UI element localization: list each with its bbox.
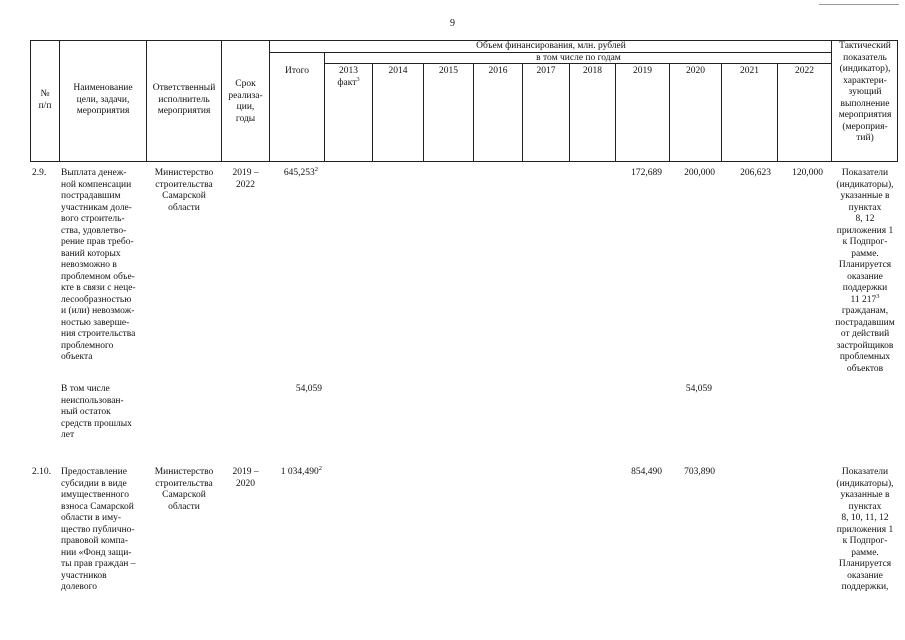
header-2015: 2015 — [439, 66, 458, 76]
row-2-10-total-value: 1 034,490 — [280, 467, 319, 477]
col-line-13 — [721, 63, 722, 162]
row-2-9-2019: 172,689 — [631, 168, 662, 178]
row-2-9-indicator — [829, 168, 901, 375]
header-2016: 2016 — [488, 66, 508, 76]
header-2021: 2021 — [740, 66, 759, 76]
row-2-9-2022: 120,000 — [792, 168, 823, 178]
row-2-10-indicator: Показатели (индикаторы), указанные в пунктах 8, 10, 11, 12 приложения 1 к Подпрог- рамме. Планируется оказание поддержки, — [836, 467, 894, 592]
header-2022: 2022 — [795, 66, 814, 76]
row-2-10-num: 2.10. — [32, 467, 51, 477]
row-2-10-total-sup: 2 — [318, 464, 322, 472]
row-2-9-2020: 200,000 — [684, 168, 715, 178]
header-2014: 2014 — [388, 66, 408, 76]
page-number: 9 — [450, 18, 455, 29]
row-2-10-total — [268, 464, 322, 479]
row-2-10-name: Предоставление субсидии в виде имущественного взноса Самарской области в иму- щество публично- правовой компа- нии «Фонд защи- ты прав граждан – участников долевого — [61, 467, 136, 592]
row-2-10-term: 2019 – 2020 — [232, 467, 259, 489]
header-financing: Объем финансирования, млн. рублей — [476, 41, 626, 51]
col-line-9 — [522, 63, 523, 162]
header-2020: 2020 — [686, 66, 705, 76]
row-2-9-total — [270, 165, 318, 180]
row-2-9-total-value: 645,253 — [283, 168, 315, 178]
rule-bottom — [30, 161, 898, 162]
header-2017: 2017 — [536, 66, 556, 76]
header-2013-sup: 3 — [356, 75, 360, 83]
row-2-9-term: 2019 – 2022 — [232, 168, 259, 190]
row-2-9-total-sup: 2 — [314, 165, 318, 173]
header-num: № п/п — [38, 89, 52, 111]
row-2-9-indicator-a: Показатели (индикаторы), указанные в пунктах 8, 12 приложения 1 к Подпрог- рамме. Планируется оказание поддержки 11 217 — [836, 168, 894, 305]
row-2-10-responsible: Министерство строительства Самарской области — [154, 467, 214, 512]
header-term: Срок реализа- ции, годы — [228, 79, 263, 124]
header-by-year: в том числе по годам — [536, 53, 621, 63]
col-line-14 — [777, 63, 778, 162]
row-2-10-2019: 854,490 — [631, 467, 662, 477]
row-2-9-num: 2.9. — [32, 168, 47, 178]
col-line-12 — [669, 63, 670, 162]
header-2018: 2018 — [583, 66, 602, 76]
row-2-10-2020: 703,890 — [684, 467, 715, 477]
col-line-8 — [473, 63, 474, 162]
header-indicator: Тактический показатель (индикатор), характери- зующий выполнение мероприятия (мероприя- тий) — [838, 41, 892, 143]
row-2-9-2021: 206,623 — [740, 168, 771, 178]
row-2-9-responsible: Министерство строительства Самарской области — [154, 168, 214, 213]
col-line-4 — [269, 40, 270, 162]
header-total: Итого — [284, 66, 310, 76]
header-name: Наименование цели, задачи, мероприятия — [73, 83, 133, 116]
col-line-11 — [615, 63, 616, 162]
row-including-2020: 54,059 — [685, 384, 712, 394]
row-2-9-indicator-sup: 3 — [876, 292, 880, 300]
header-responsible: Ответственный исполнитель мероприятия — [152, 83, 216, 116]
col-line-7 — [423, 63, 424, 162]
row-2-9-indicator-b: гражданам, пострадавшим от действий застройщиков проблемных объектов — [835, 306, 895, 374]
col-line-10 — [569, 63, 570, 162]
col-line-6 — [372, 63, 373, 162]
corner-mark — [819, 4, 899, 5]
header-2019: 2019 — [633, 66, 652, 76]
header-2013 — [325, 66, 372, 89]
row-2-9-name: Выплата денеж- ной компенсации пострадавшим участникам доле- вого строитель- ства, удовлетво- рение прав требо- ваний которых невозможно в проблемном объе- кте в связи с неце- лесообразностью и (или) невозмож- ностью заверше- ния строительства проблемного объекта — [61, 168, 136, 362]
row-including-total: 54,059 — [295, 384, 322, 394]
row-including-name: В том числе неиспользован- ный остаток средств прошлых лет — [61, 384, 132, 440]
header-2013-label: 2013 факт — [337, 66, 358, 88]
